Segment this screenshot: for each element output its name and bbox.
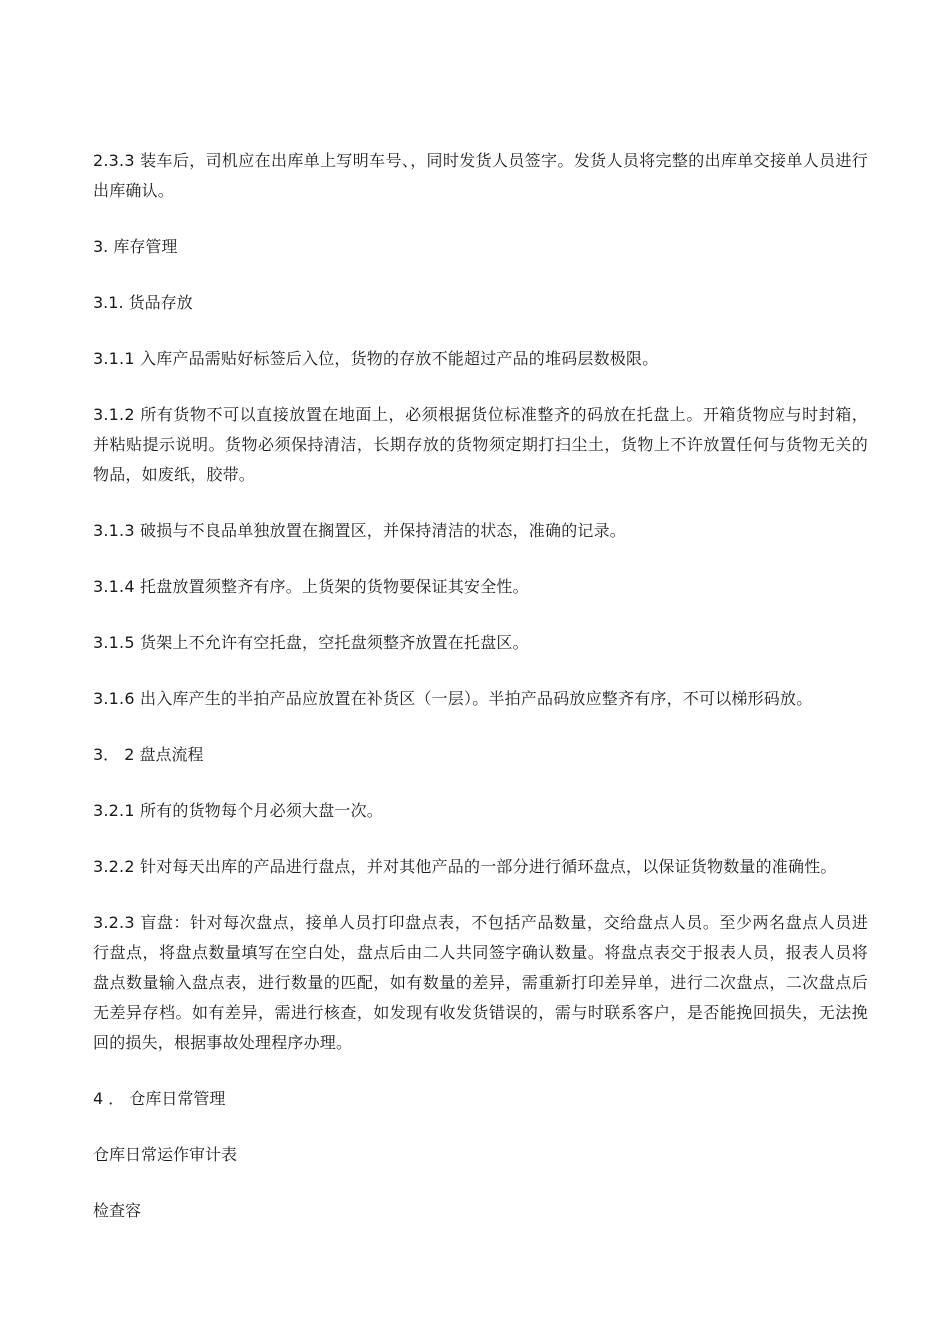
paragraph-3-1-4: 3.1.4 托盘放置须整齐有序。上货架的货物要保证其安全性。 [93, 577, 529, 596]
document-page [93, 146, 868, 1252]
paragraph-3-2-2: 3.2.2 针对每天出库的产品进行盘点，并对其他产品的一部分进行循环盘点，以保证货物数量的准确性。 [93, 857, 837, 876]
paragraph-3-1-2: 3.1.2 所有货物不可以直接放置在地面上，必须根据货位标准整齐的码放在托盘上。开箱货物应与时封箱，并粘贴提示说明。货物必须保持清洁，长期存放的货物须定期打扫尘土，货物上不许放置任何与货物无关的物品，如废纸，胶带。 [93, 405, 868, 484]
paragraph-3-2-3: 3.2.3 盲盘：针对每次盘点，接单人员打印盘点表，不包括产品数量，交给盘点人员。至少两名盘点人员进行盘点，将盘点数量填写在空白处，盘点后由二人共同签字确认数量。将盘点表交于报表人员，报表人员将盘点数量输入盘点表，进行数量的匹配，如有数量的差异，需重新打印差异单，进行二次盘点，二次盘点后无差异存档。如有差异，需进行核查，如发现有收发货错误的，需与时联系客户，是否能挽回损失，无法挽回的损失，根据事故处理程序办理。 [93, 913, 868, 1052]
paragraph-2-3-3: 2.3.3 装车后，司机应在出库单上写明车号、，同时发货人员签字。发货人员将完整的出库单交接单人员进行出库确认。 [93, 151, 868, 200]
section-heading-warehouse-daily-management: 4 ． 仓库日常管理 [93, 1089, 226, 1108]
subsection-heading-stocktake-process: 3． 2 盘点流程 [93, 745, 204, 764]
section-heading-inventory-management: 3. 库存管理 [93, 237, 178, 256]
paragraph-3-1-6: 3.1.6 出入库产生的半拍产品应放置在补货区（一层）。半拍产品码放应整齐有序，不可以梯形码放。 [93, 689, 813, 708]
table-caption-daily-audit: 仓库日常运作审计表 [93, 1145, 238, 1164]
paragraph-3-1-5: 3.1.5 货架上不允许有空托盘，空托盘须整齐放置在托盘区。 [93, 633, 529, 652]
table-header-check-content: 检查容 [93, 1201, 142, 1220]
subsection-heading-goods-storage: 3.1. 货品存放 [93, 293, 193, 312]
paragraph-3-1-3: 3.1.3 破损与不良品单独放置在搁置区，并保持清洁的状态，准确的记录。 [93, 521, 626, 540]
paragraph-3-1-1: 3.1.1 入库产品需贴好标签后入位，货物的存放不能超过产品的堆码层数极限。 [93, 349, 659, 368]
paragraph-3-2-1: 3.2.1 所有的货物每个月必须大盘一次。 [93, 801, 383, 820]
